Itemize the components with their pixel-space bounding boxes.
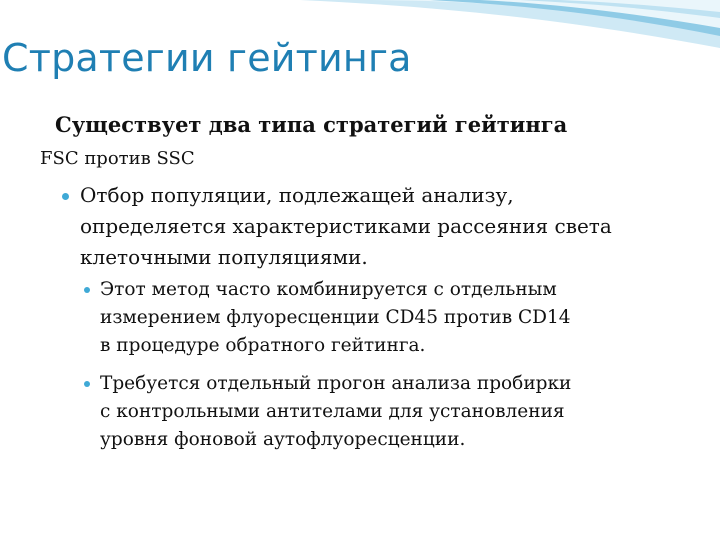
sub-bullet-text-1 bbox=[100, 276, 660, 360]
bullet-1-line: Отбор популяции, подлежащей анализу, bbox=[80, 183, 514, 207]
sub-bullet-icon bbox=[84, 287, 90, 293]
sub-bullet-text-2 bbox=[100, 370, 660, 454]
sub-bullet-2-line: с контрольными антителами для установления bbox=[100, 401, 565, 422]
bullet-text-1 bbox=[80, 180, 680, 273]
sub-bullet-1-line: в процедуре обратного гейтинга. bbox=[100, 335, 426, 356]
section-label: FSC против SSC bbox=[40, 148, 195, 169]
sub-bullet-1-line: Этот метод часто комбинируется с отдельным bbox=[100, 279, 557, 300]
bullet-1-line: определяется характеристиками рассеяния света bbox=[80, 214, 612, 238]
bullet-icon bbox=[62, 193, 69, 200]
slide-title: Стратегии гейтинга bbox=[2, 36, 412, 80]
sub-bullet-2-line: Требуется отдельный прогон анализа пробирки bbox=[100, 373, 572, 394]
sub-bullet-2-line: уровня фоновой аутофлуоресценции. bbox=[100, 429, 466, 450]
slide-subtitle: Существует два типа стратегий гейтинга bbox=[55, 112, 568, 137]
bullet-1-line: клеточными популяциями. bbox=[80, 245, 368, 269]
sub-bullet-1-line: измерением флуоресценции CD45 против CD14 bbox=[100, 307, 571, 328]
sub-bullet-icon bbox=[84, 381, 90, 387]
